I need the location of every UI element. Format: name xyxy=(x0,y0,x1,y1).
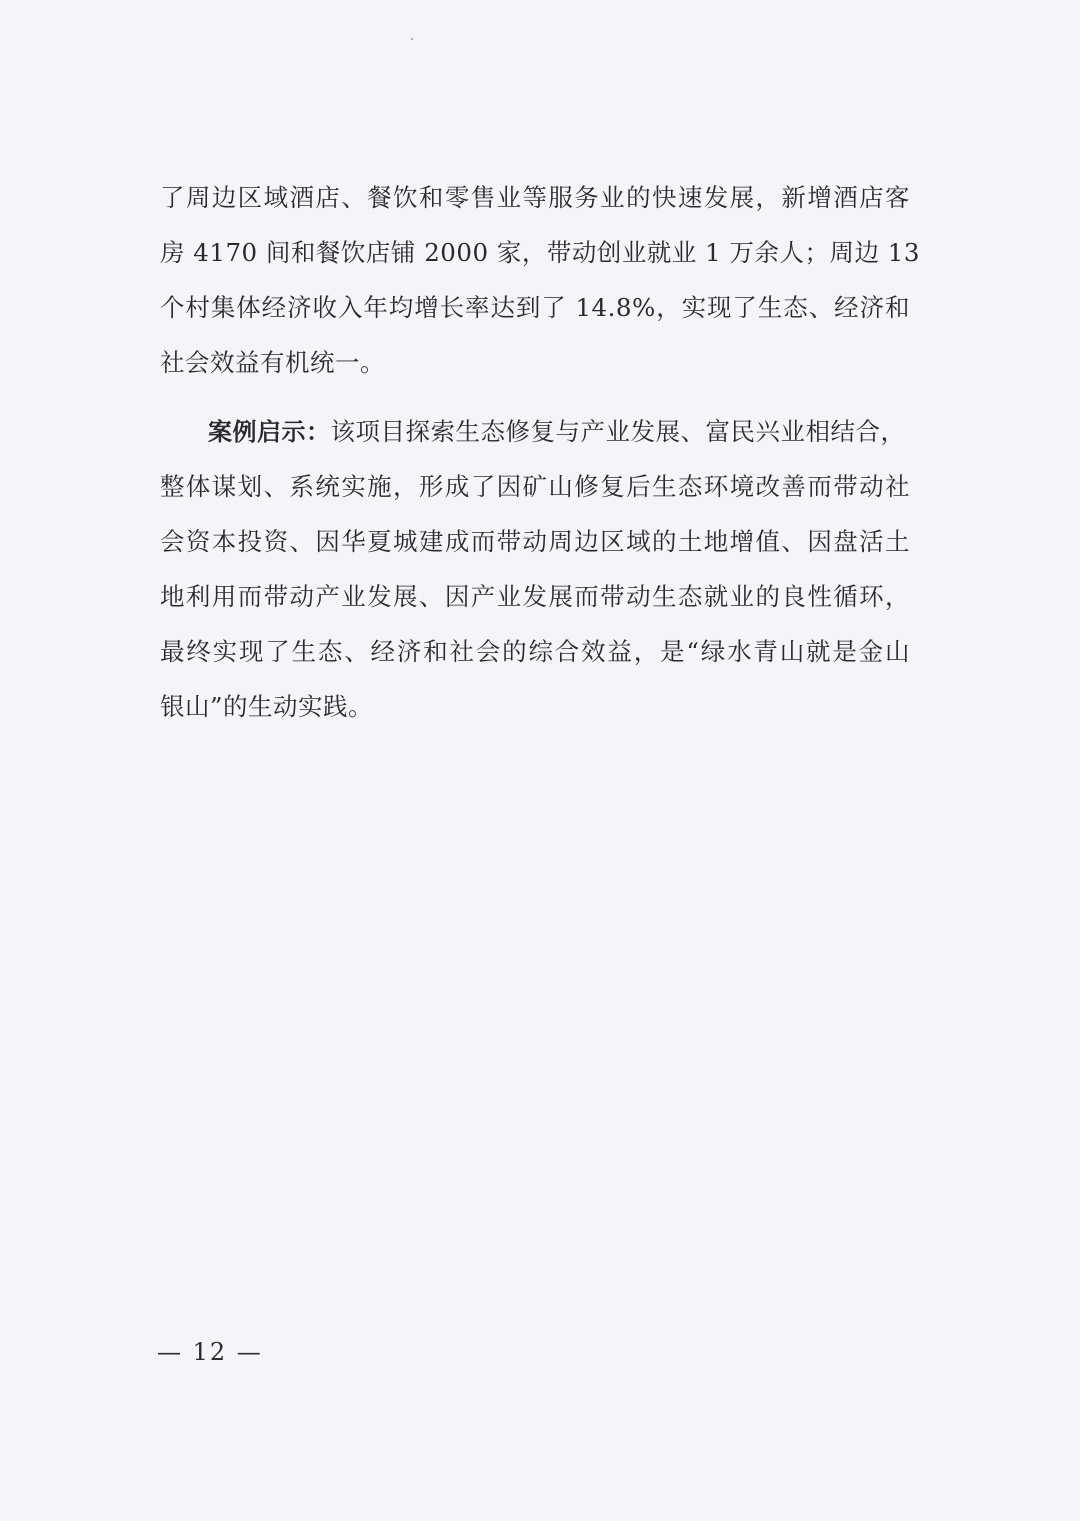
paragraph-1-line-1: 了周边区域酒店、餐饮和零售业等服务业的快速发展，新增酒店客 xyxy=(160,183,910,212)
paragraph-2-line-1-text: 该项目探索生态修复与产业发展、富民兴业相结合， xyxy=(330,417,906,446)
paragraph-1-line-2: 房 4170 间和餐饮店铺 2000 家，带动创业就业 1 万余人；周边 13 xyxy=(160,238,920,267)
paragraph-2-line-6: 银山”的生动实践。 xyxy=(160,692,374,721)
paragraph-1 xyxy=(160,180,920,400)
paragraph-1-line-3: 个村集体经济收入年均增长率达到了 14.8%，实现了生态、经济和 xyxy=(160,293,910,322)
paragraph-1-line-4: 社会效益有机统一。 xyxy=(160,348,385,377)
scan-speck xyxy=(411,38,413,40)
paragraph-2-line-4: 地利用而带动产业发展、因产业发展而带动生态就业的良性循环， xyxy=(160,582,910,611)
paragraph-2-line-2: 整体谋划、系统实施，形成了因矿山修复后生态环境改善而带动社 xyxy=(160,472,910,501)
paragraph-2-line-5: 最终实现了生态、经济和社会的综合效益，是“绿水青山就是金山 xyxy=(160,637,910,666)
paragraph-2-line-1 xyxy=(160,414,920,469)
paragraph-2 xyxy=(160,414,920,744)
page-number: — 12 — xyxy=(157,1338,263,1366)
paragraph-2-line-3: 会资本投资、因华夏城建成而带动周边区域的土地增值、因盘活土 xyxy=(160,527,910,556)
body-text xyxy=(160,180,920,744)
case-insight-heading: 案例启示： xyxy=(208,418,331,446)
